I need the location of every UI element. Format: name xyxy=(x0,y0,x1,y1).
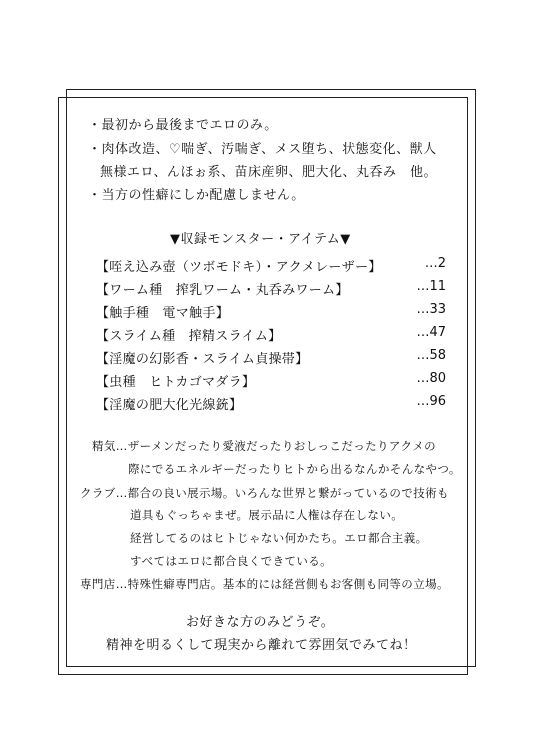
toc-item-page: …11 xyxy=(416,279,446,294)
toc-item-page: …80 xyxy=(416,371,446,386)
toc-item-title: 【スライム種 搾精スライム】 xyxy=(96,329,282,344)
glossary-line-1: 精気…ザーメンだったり愛液だったりおしっこだったりアクメの xyxy=(92,439,437,453)
intro-line-1: ・最初から最後までエロのみ。 xyxy=(88,118,278,133)
intro-line-4: ・当方の性癖にしか配慮しません。 xyxy=(88,188,305,203)
toc-item-page: …58 xyxy=(416,348,446,363)
glossary-line-4: 道具もぐっちゃまぜ。展示品に人権は存在しない。 xyxy=(130,508,404,522)
toc-item-title: 【淫魔の幻影香・スライム貞操帯】 xyxy=(96,352,309,367)
toc-item-page: …47 xyxy=(416,325,446,340)
toc-item-title: 【虫種 ヒトカゴマダラ】 xyxy=(96,375,256,390)
closing-line-1: お好きな方のみどうぞ。 xyxy=(186,615,335,630)
toc-item-title: 【淫魔の肥大化光線銃】 xyxy=(96,398,243,413)
glossary-line-3: クラブ…都合の良い展示場。いろんな世界と繋がっているので技術も xyxy=(80,486,449,500)
glossary-line-6: すべてはエロに都合良くできている。 xyxy=(130,554,333,568)
toc-item-page: …96 xyxy=(416,394,446,409)
closing-line-2: 精神を明るくして現実から離れて雰囲気でみてね！ xyxy=(106,638,417,653)
toc-item-page: …33 xyxy=(416,302,446,317)
toc-item-title: 【触手種 電マ触手】 xyxy=(96,306,230,321)
toc-item-page: …2 xyxy=(424,256,446,271)
glossary-line-5: 経営してるのはヒトじゃない何かたち。エロ都合主義。 xyxy=(130,531,428,545)
glossary-line-7: 専門店…特殊性癖専門店。基本的には経営側もお客側も同等の立場。 xyxy=(80,577,449,591)
intro-line-2: ・肉体改造、♡喘ぎ、汚喘ぎ、メス堕ち、状態変化、獣人 xyxy=(88,142,437,157)
toc-item-title: 【ワーム種 搾乳ワーム・丸呑みワーム】 xyxy=(96,283,349,298)
glossary-line-2: 際にでるエネルギーだったりヒトから出るなんかそんなやつ。 xyxy=(128,462,461,476)
intro-line-3: 無様エロ、んほぉ系、苗床産卵、肥大化、丸呑み 他。 xyxy=(100,165,437,180)
toc-item-title: 【咥え込み壺（ツボモドキ）・アクメレーザー】 xyxy=(96,260,382,275)
toc-heading: ▼収録モンスター・アイテム▼ xyxy=(170,232,351,247)
